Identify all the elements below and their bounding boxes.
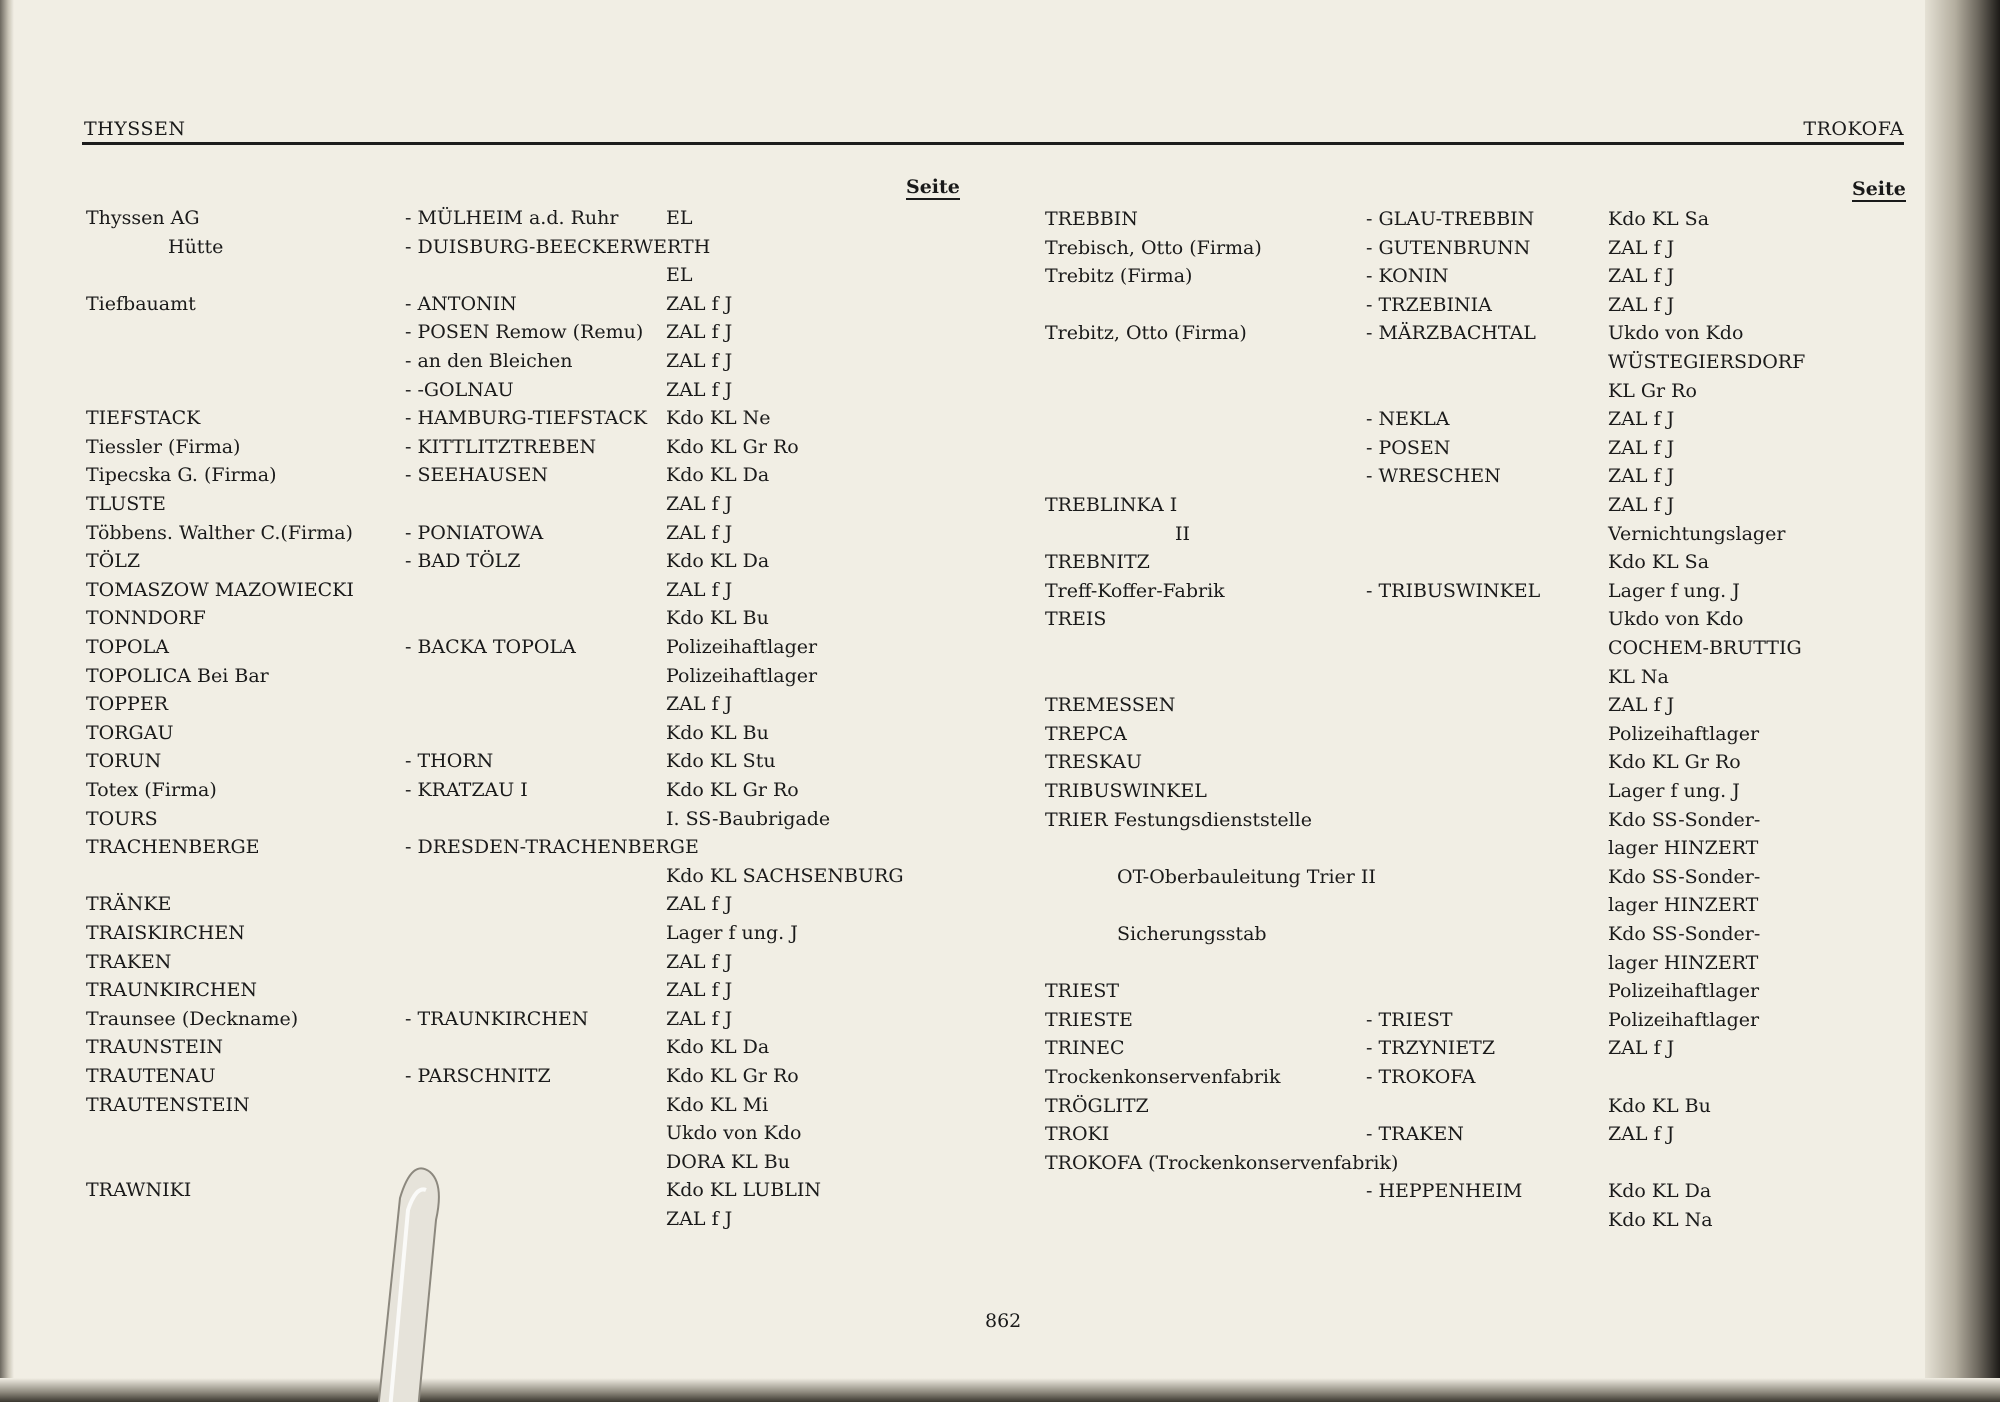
entry-camp: Vernichtungslager [1608, 522, 1786, 545]
entry-camp: ZAL f J [666, 893, 733, 916]
entry-term: TREBLINKA I [1045, 494, 1178, 516]
entry-term: TRIEST [1045, 980, 1120, 1003]
entry-location: - TRAUNKIRCHEN [405, 1007, 589, 1030]
entry-camp: lager HINZERT [1608, 951, 1759, 974]
entry-term: TREIS [1045, 608, 1107, 631]
entry-camp: ZAL f J [1608, 436, 1675, 459]
entry-camp: ZAL f J [666, 693, 733, 716]
entry-location: - HEPPENHEIM [1366, 1180, 1523, 1203]
entry-term: TIEFSTACK [86, 407, 201, 430]
entry-term: TRAUTENAU [86, 1065, 216, 1087]
entry-term: TOPOLA [86, 636, 169, 658]
entry-camp: ZAL f J [1608, 694, 1675, 717]
header-rule [82, 142, 1904, 145]
entry-term: Hütte [168, 235, 224, 258]
entry-term: Tiefbauamt [86, 292, 196, 315]
entry-term: Totex (Firma) [86, 779, 217, 801]
entry-location: - MÜLHEIM a.d. Ruhr [405, 207, 619, 229]
entry-term: Tipecska G. (Firma) [86, 464, 277, 487]
entry-camp: Kdo SS-Sonder- [1608, 808, 1761, 831]
entry-term: TRAUNKIRCHEN [86, 979, 257, 1002]
entry-camp: Lager f ung. J [1608, 579, 1740, 602]
entry-camp: EL [666, 207, 693, 229]
entry-camp: ZAL f J [666, 979, 733, 1002]
entry-camp: Kdo SS-Sonder- [1608, 923, 1761, 945]
entry-camp: Polizeihaftlager [1608, 722, 1760, 745]
entry-camp: ZAL f J [666, 521, 733, 544]
entry-term: Többens. Walther C.(Firma) [86, 521, 353, 544]
entry-term: TRACHENBERGE [86, 836, 260, 859]
entry-term: Trebitz (Firma) [1045, 265, 1193, 288]
entry-camp: Kdo KL Sa [1608, 551, 1710, 574]
entry-camp: ZAL f J [666, 292, 733, 315]
entry-camp: ZAL f J [1608, 293, 1675, 316]
entry-location: - MÄRZBACHTAL [1366, 322, 1536, 345]
entry-term: TOMASZOW MAZOWIECKI [86, 578, 354, 601]
entry-term: Trockenkonservenfabrik [1045, 1066, 1281, 1088]
entry-term: TRAUNSTEIN [86, 1036, 224, 1059]
entry-term: TOPPER [86, 693, 168, 716]
entry-location: - PONIATOWA [405, 521, 544, 544]
entry-term: TREBNITZ [1045, 551, 1150, 574]
entry-camp: Kdo KL Bu [666, 721, 769, 744]
entry-camp: Ukdo von Kdo [666, 1122, 802, 1145]
entry-term: Tiessler (Firma) [86, 435, 241, 458]
entry-camp: Kdo KL Stu [666, 750, 776, 773]
entry-term: TRIER Festungsdienststelle [1045, 808, 1312, 831]
entry-term: Trebisch, Otto (Firma) [1045, 236, 1262, 259]
entry-camp: I. SS-Baubrigade [666, 807, 831, 830]
entry-location: - TRAKEN [1366, 1123, 1464, 1146]
entry-term: Traunsee (Deckname) [86, 1007, 299, 1030]
entry-term: II [1175, 522, 1191, 545]
book-gutter [1925, 0, 2000, 1402]
entry-camp: ZAL f J [666, 1208, 733, 1230]
entry-term: TROKOFA (Trockenkonservenfabrik) [1045, 1151, 1399, 1174]
entry-location: - an den Bleichen [405, 350, 573, 372]
entry-location: - BACKA TOPOLA [405, 636, 576, 658]
entry-camp: Ukdo von Kdo [1608, 322, 1744, 345]
running-header-left: THYSSEN [84, 118, 186, 140]
entry-term: TREBBIN [1045, 208, 1138, 230]
entry-location: - THORN [405, 750, 494, 773]
entry-camp: Kdo KL Da [1608, 1180, 1712, 1203]
entry-camp: ZAL f J [1608, 1123, 1675, 1146]
entry-term: TONNDORF [86, 607, 206, 630]
entry-location: - POSEN [1366, 436, 1451, 459]
entry-term: TRINEC [1045, 1037, 1125, 1060]
entry-term: Thyssen AG [86, 207, 200, 229]
entry-camp: DORA KL Bu [666, 1150, 790, 1173]
seite-heading-right: Seite [1852, 178, 1906, 200]
entry-camp: ZAL f J [1608, 265, 1675, 288]
entry-location: - TRZEBINIA [1366, 293, 1492, 316]
entry-term: TRÄNKE [86, 893, 172, 916]
entry-camp: Lager f ung. J [1608, 780, 1740, 802]
entry-term: TOPOLICA Bei Bar [86, 664, 269, 687]
entry-camp: WÜSTEGIERSDORF [1608, 351, 1806, 373]
entry-camp: Kdo KL Da [666, 1036, 770, 1059]
entry-location: - NEKLA [1366, 408, 1450, 431]
running-header-right: TROKOFA [1803, 118, 1904, 140]
entry-term: TORGAU [86, 721, 174, 744]
entry-location: - TRZYNIETZ [1366, 1037, 1496, 1060]
entry-camp: ZAL f J [1608, 236, 1675, 259]
entry-camp: COCHEM-BRUTTIG [1608, 637, 1802, 659]
entry-term: TRAKEN [86, 950, 172, 973]
entry-camp: Polizeihaftlager [1608, 1008, 1760, 1031]
entry-term: TÖLZ [86, 550, 141, 573]
entry-term: Sicherungsstab [1117, 923, 1267, 945]
left-page-edge [0, 0, 14, 1402]
entry-camp: Polizeihaftlager [666, 664, 818, 687]
entry-location: - GLAU-TREBBIN [1366, 208, 1535, 230]
entry-location: - TRIBUSWINKEL [1366, 579, 1541, 602]
entry-location: - DRESDEN-TRACHENBERGE [405, 836, 699, 859]
entry-term: TREPCA [1045, 722, 1127, 745]
entry-location: - WRESCHEN [1366, 465, 1501, 488]
entry-camp: Kdo KL Da [666, 550, 770, 573]
entry-term: TRIESTE [1045, 1008, 1133, 1031]
entry-camp: ZAL f J [666, 350, 733, 372]
entry-term: TRIBUSWINKEL [1045, 780, 1207, 802]
entry-term: Treff-Koffer-Fabrik [1045, 579, 1225, 602]
entry-camp: lager HINZERT [1608, 894, 1759, 917]
entry-location: - GUTENBRUNN [1366, 236, 1531, 259]
entry-location: - -GOLNAU [405, 378, 514, 401]
entry-camp: ZAL f J [666, 578, 733, 601]
entry-location: - TROKOFA [1366, 1066, 1476, 1088]
entry-term: TRAUTENSTEIN [86, 1093, 250, 1116]
entry-camp: Kdo KL Gr Ro [666, 1065, 799, 1087]
entry-camp: KL Gr Ro [1608, 379, 1697, 402]
entry-location: - SEEHAUSEN [405, 464, 549, 487]
entry-camp: Kdo KL Gr Ro [666, 435, 799, 458]
entry-camp: ZAL f J [666, 1007, 733, 1030]
entry-term: TOURS [86, 807, 158, 830]
entry-camp: Kdo KL LUBLIN [666, 1179, 821, 1202]
entry-camp: Kdo KL Mi [666, 1093, 769, 1116]
pointer-stylus-icon [360, 1150, 490, 1402]
entry-camp: Kdo KL SACHSENBURG [666, 864, 904, 887]
entry-term: OT-Oberbauleitung Trier II [1117, 865, 1376, 888]
entry-term: TRAWNIKI [86, 1179, 192, 1202]
entry-camp: Kdo KL Ne [666, 407, 771, 430]
entry-location: - ANTONIN [405, 292, 517, 315]
entry-location: - KRATZAU I [405, 779, 528, 801]
entry-camp: Kdo KL Sa [1608, 208, 1710, 230]
seite-heading-left: Seite [906, 176, 960, 198]
page-number: 862 [985, 1310, 1022, 1332]
entry-term: Trebitz, Otto (Firma) [1045, 322, 1247, 345]
entry-term: TRÖGLITZ [1045, 1094, 1149, 1117]
entry-camp: ZAL f J [666, 378, 733, 401]
entry-term: TRESKAU [1045, 751, 1143, 774]
entry-camp: Kdo KL Na [1608, 1209, 1713, 1231]
entry-location: - POSEN Remow (Remu) [405, 321, 644, 344]
entry-camp: ZAL f J [666, 321, 733, 344]
entry-camp: Polizeihaftlager [666, 636, 818, 658]
entry-camp: ZAL f J [1608, 494, 1675, 516]
entry-camp: KL Na [1608, 665, 1669, 688]
entry-camp: ZAL f J [666, 493, 733, 515]
entry-camp: Kdo KL Bu [666, 607, 769, 630]
entry-camp: Kdo SS-Sonder- [1608, 865, 1761, 888]
entry-location: - PARSCHNITZ [405, 1065, 551, 1087]
entry-camp: EL [666, 264, 693, 287]
entry-camp: ZAL f J [1608, 465, 1675, 488]
entry-location: - KONIN [1366, 265, 1449, 288]
entry-location: - HAMBURG-TIEFSTACK [405, 407, 648, 430]
entry-camp: ZAL f J [666, 950, 733, 973]
entry-camp: Polizeihaftlager [1608, 980, 1760, 1003]
entry-term: TROKI [1045, 1123, 1110, 1146]
entry-location: - BAD TÖLZ [405, 550, 521, 573]
entry-camp: ZAL f J [1608, 408, 1675, 431]
entry-camp: Kdo KL Bu [1608, 1094, 1711, 1117]
entry-camp: Ukdo von Kdo [1608, 608, 1744, 631]
entry-camp: Kdo KL Gr Ro [1608, 751, 1741, 774]
bottom-page-edge [0, 1378, 2000, 1402]
entry-camp: Kdo KL Da [666, 464, 770, 487]
entry-term: TLUSTE [86, 493, 166, 515]
entry-camp: lager HINZERT [1608, 837, 1759, 860]
entry-location: - KITTLITZTREBEN [405, 435, 597, 458]
entry-term: TRAISKIRCHEN [86, 922, 245, 944]
entry-camp: ZAL f J [1608, 1037, 1675, 1060]
entry-camp: Kdo KL Gr Ro [666, 779, 799, 801]
entry-camp: Lager f ung. J [666, 922, 798, 944]
entry-term: TREMESSEN [1045, 694, 1176, 717]
entry-location: - TRIEST [1366, 1008, 1453, 1031]
entry-term: TORUN [86, 750, 162, 773]
entry-location: - DUISBURG-BEECKERWERTH [405, 235, 711, 258]
